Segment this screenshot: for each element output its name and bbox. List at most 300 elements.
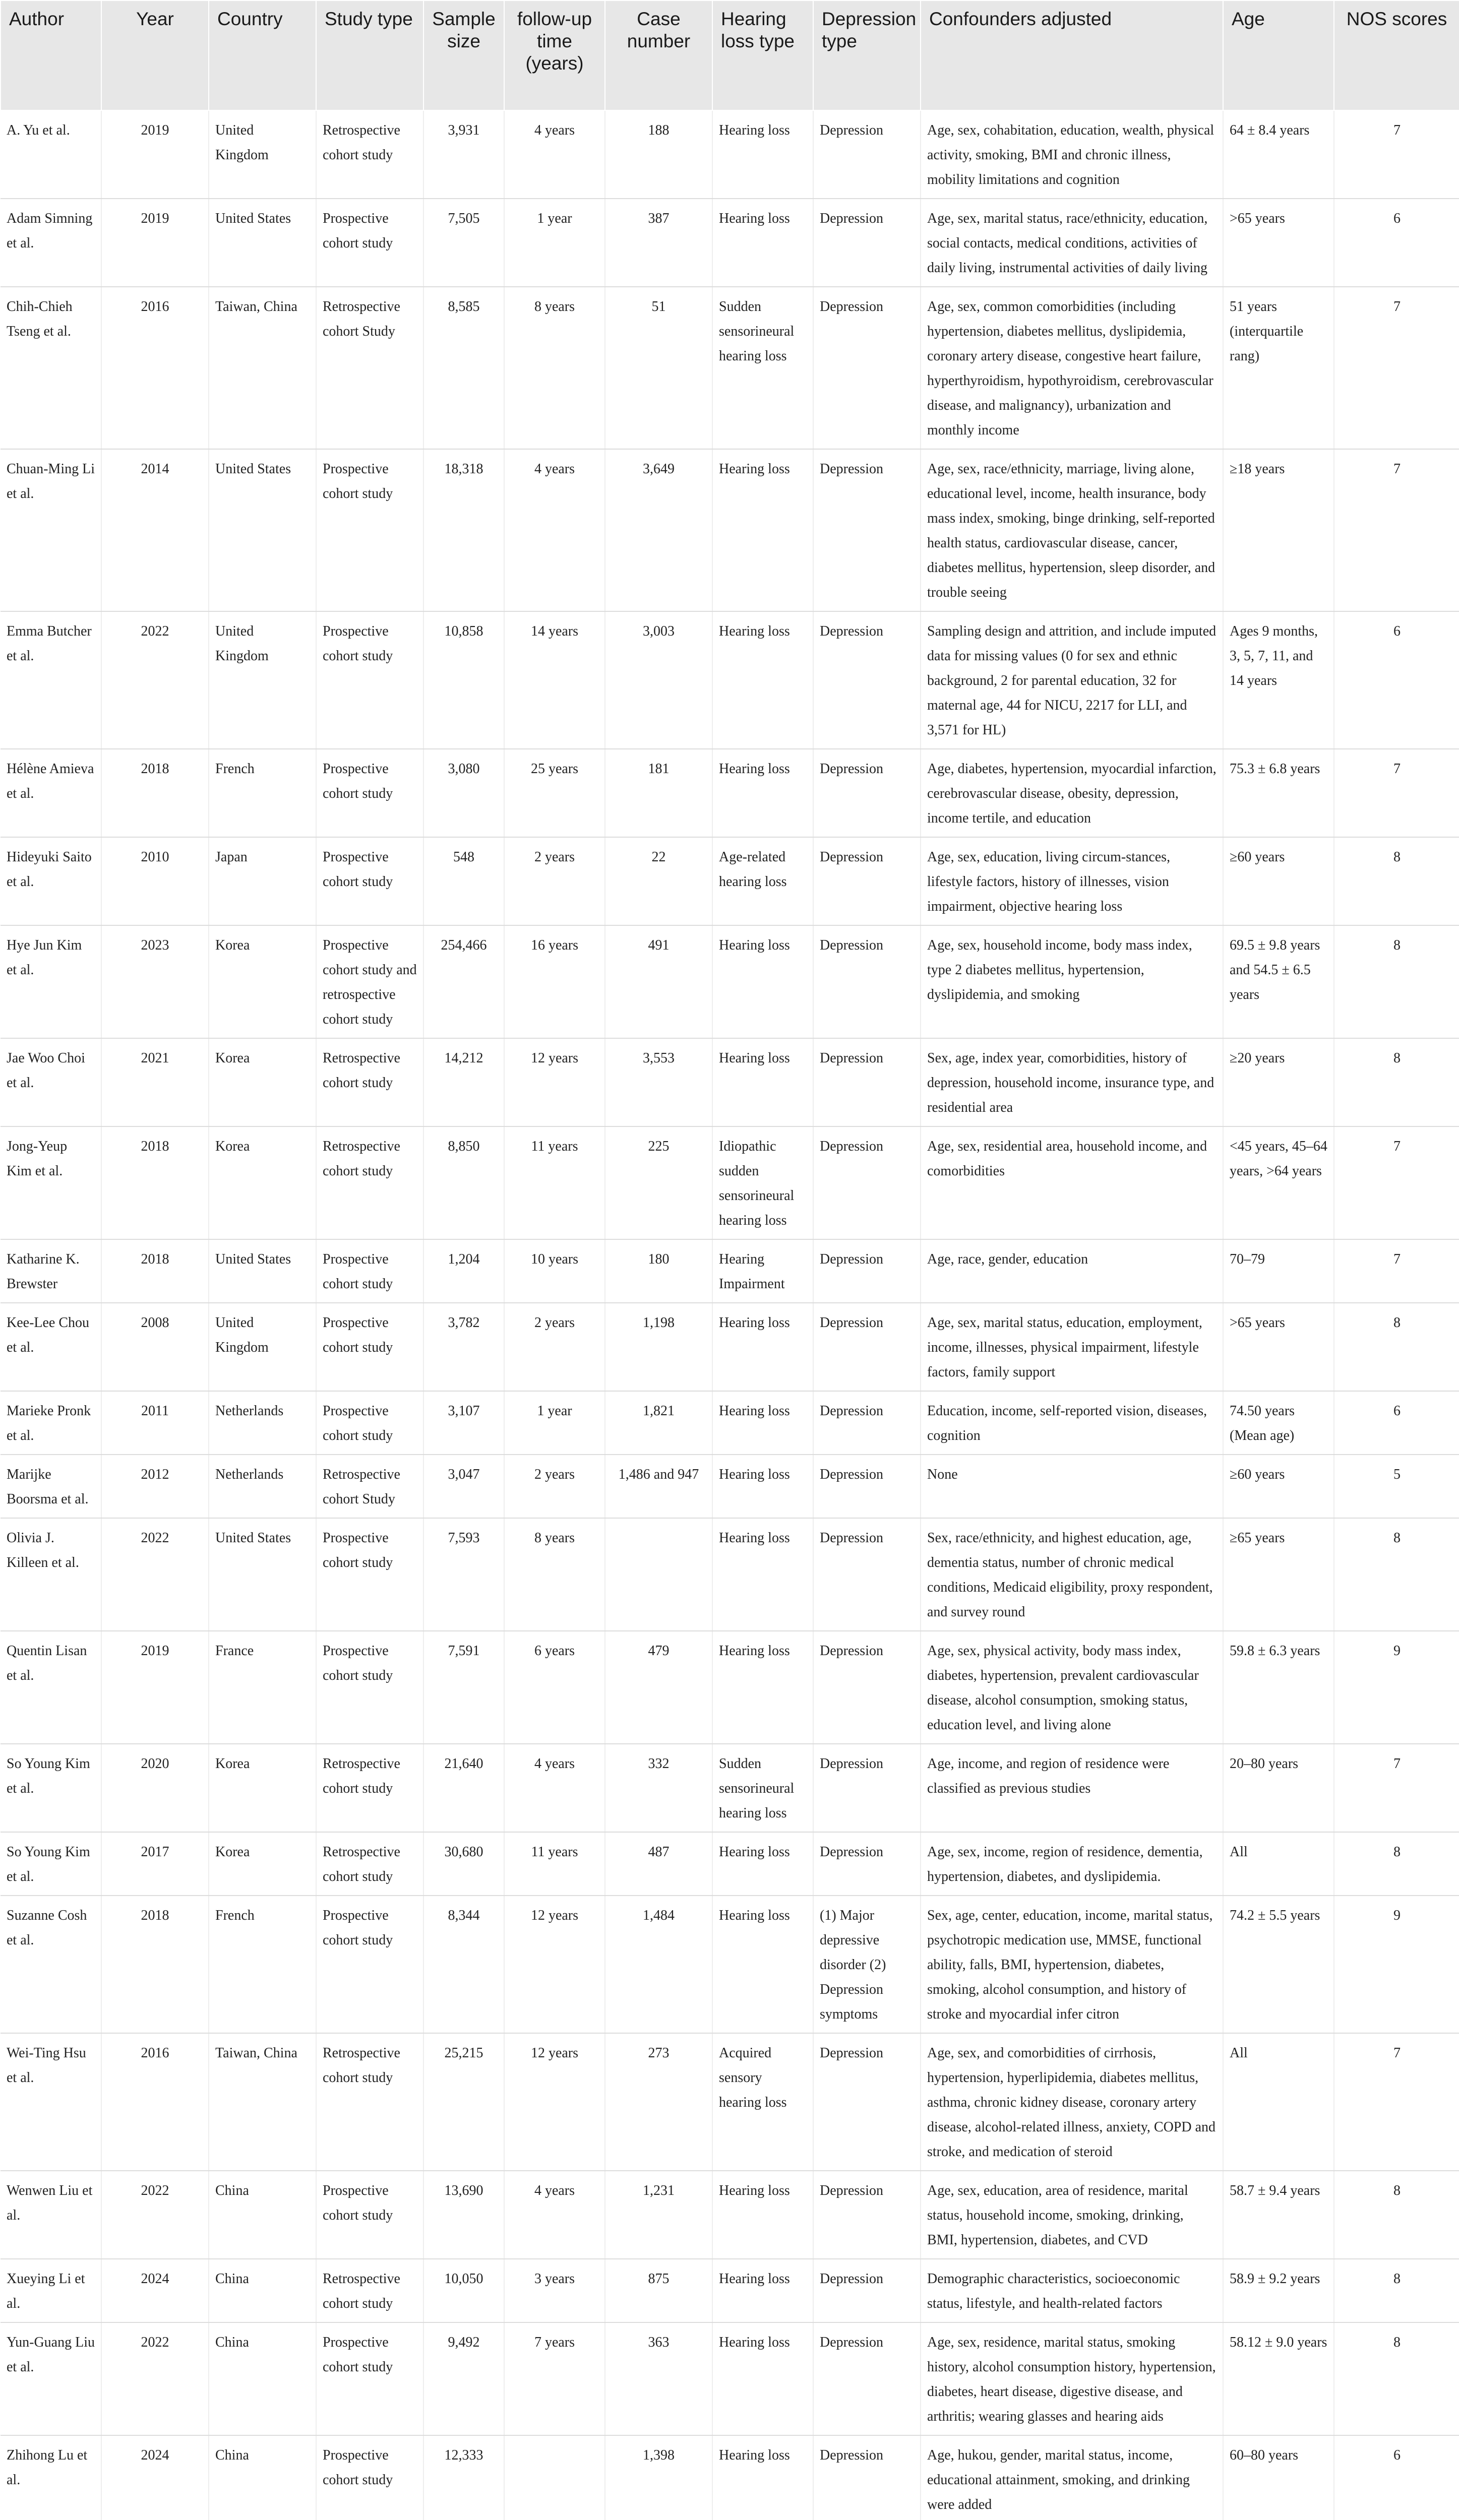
cell-depression-type: Depression <box>813 287 921 449</box>
cell-author: Hélène Amieva et al. <box>1 749 101 837</box>
cell-author: So Young Kim et al. <box>1 1744 101 1832</box>
cell-sample-size: 1,204 <box>423 1239 504 1303</box>
cell-hearing-loss-type: Hearing loss <box>712 1303 813 1391</box>
cell-case-number: 491 <box>605 925 712 1038</box>
cell-year: 2012 <box>101 1455 209 1518</box>
cell-hearing-loss-type: Age-related hearing loss <box>712 837 813 925</box>
cell-study-type: Retrospective cohort study <box>316 2033 423 2171</box>
cell-hearing-loss-type: Hearing loss <box>712 2259 813 2322</box>
table-row <box>1 1832 1459 1896</box>
cell-author: Hye Jun Kim et al. <box>1 925 101 1038</box>
cell-case-number: 181 <box>605 749 712 837</box>
cell-nos-score: 7 <box>1334 449 1459 611</box>
cell-country: United States <box>209 199 316 287</box>
cell-country: United States <box>209 449 316 611</box>
cell-depression-type: Depression <box>813 2171 921 2259</box>
cell-author: Chih-Chieh Tseng et al. <box>1 287 101 449</box>
cell-follow-up-time: 12 years <box>504 2033 605 2171</box>
cell-follow-up-time: 4 years <box>504 2171 605 2259</box>
cell-year: 2021 <box>101 1038 209 1126</box>
cell-nos-score: 8 <box>1334 2259 1459 2322</box>
cell-follow-up-time: 2 years <box>504 1455 605 1518</box>
cell-country: Netherlands <box>209 1455 316 1518</box>
cell-country: United Kingdom <box>209 1303 316 1391</box>
cell-confounders-adjusted: Age, race, gender, education <box>921 1239 1223 1303</box>
cell-country: Korea <box>209 1126 316 1239</box>
cell-year: 2011 <box>101 1391 209 1455</box>
cell-nos-score: 7 <box>1334 749 1459 837</box>
cell-sample-size: 9,492 <box>423 2322 504 2435</box>
cell-sample-size: 8,344 <box>423 1896 504 2033</box>
cell-age: ≥65 years <box>1223 1518 1334 1631</box>
cell-confounders-adjusted: Age, hukou, gender, marital status, income, educational attainment, smoking, and drinking were added <box>921 2435 1223 2520</box>
cell-confounders-adjusted: Age, sex, marital status, race/ethnicity, education, social contacts, medical conditions, activities of daily living, instrumental activities of daily living <box>921 199 1223 287</box>
cell-sample-size: 8,585 <box>423 287 504 449</box>
cell-case-number: 479 <box>605 1631 712 1744</box>
cell-hearing-loss-type: Hearing loss <box>712 1038 813 1126</box>
cell-follow-up-time: 6 years <box>504 1631 605 1744</box>
cell-nos-score: 7 <box>1334 2033 1459 2171</box>
cell-depression-type: (1) Major depressive disorder (2) Depression symptoms <box>813 1896 921 2033</box>
cell-case-number: 332 <box>605 1744 712 1832</box>
cell-hearing-loss-type: Hearing loss <box>712 1896 813 2033</box>
table-row <box>1 749 1459 837</box>
cell-study-type: Prospective cohort study <box>316 837 423 925</box>
cell-sample-size: 254,466 <box>423 925 504 1038</box>
cell-age: ≥60 years <box>1223 1455 1334 1518</box>
cell-depression-type: Depression <box>813 1038 921 1126</box>
cell-age: 64 ± 8.4 years <box>1223 110 1334 199</box>
cell-country: United Kingdom <box>209 611 316 749</box>
cell-hearing-loss-type: Hearing loss <box>712 1631 813 1744</box>
cell-hearing-loss-type: Hearing loss <box>712 199 813 287</box>
cell-study-type: Prospective cohort study <box>316 1896 423 2033</box>
cell-sample-size: 3,931 <box>423 110 504 199</box>
table-row <box>1 2171 1459 2259</box>
cell-confounders-adjusted: Age, diabetes, hypertension, myocardial infarction, cerebrovascular disease, obesity, depression, income tertile, and education <box>921 749 1223 837</box>
cell-case-number: 188 <box>605 110 712 199</box>
cell-depression-type: Depression <box>813 449 921 611</box>
cell-study-type: Retrospective cohort Study <box>316 287 423 449</box>
cell-study-type: Retrospective cohort study <box>316 1832 423 1896</box>
cell-study-type: Prospective cohort study <box>316 2435 423 2520</box>
cell-author: Katharine K. Brewster <box>1 1239 101 1303</box>
cell-hearing-loss-type: Sudden sensorineural hearing loss <box>712 287 813 449</box>
cell-depression-type: Depression <box>813 2033 921 2171</box>
cell-depression-type: Depression <box>813 2259 921 2322</box>
cell-age: <45 years, 45–64 years, >64 years <box>1223 1126 1334 1239</box>
cell-hearing-loss-type: Sudden sensorineural hearing loss <box>712 1744 813 1832</box>
table-row <box>1 611 1459 749</box>
column-header-year: Year <box>101 1 209 110</box>
cell-country: United Kingdom <box>209 110 316 199</box>
cell-author: Marieke Pronk et al. <box>1 1391 101 1455</box>
cell-year: 2020 <box>101 1744 209 1832</box>
cell-country: Taiwan, China <box>209 287 316 449</box>
table-row <box>1 2259 1459 2322</box>
cell-hearing-loss-type: Hearing Impairment <box>712 1239 813 1303</box>
cell-sample-size: 7,593 <box>423 1518 504 1631</box>
cell-country: French <box>209 1896 316 2033</box>
cell-study-type: Retrospective cohort study <box>316 1038 423 1126</box>
cell-author: Zhihong Lu et al. <box>1 2435 101 2520</box>
cell-confounders-adjusted: Age, sex, common comorbidities (including hypertension, diabetes mellitus, dyslipidemia, coronary artery disease, congestive heart failure, hyperthyroidism, hypothyroidism, cerebrovascular disease, and malignancy), urbanization and monthly income <box>921 287 1223 449</box>
cell-author: Kee-Lee Chou et al. <box>1 1303 101 1391</box>
cell-author: Xueying Li et al. <box>1 2259 101 2322</box>
cell-depression-type: Depression <box>813 1391 921 1455</box>
cell-follow-up-time: 14 years <box>504 611 605 749</box>
cell-sample-size: 30,680 <box>423 1832 504 1896</box>
cell-study-type: Prospective cohort study and retrospective cohort study <box>316 925 423 1038</box>
cell-study-type: Prospective cohort study <box>316 2322 423 2435</box>
cell-study-type: Retrospective cohort study <box>316 110 423 199</box>
cell-hearing-loss-type: Hearing loss <box>712 2435 813 2520</box>
column-header-hearing-loss-type: Hearing loss type <box>712 1 813 110</box>
cell-depression-type: Depression <box>813 1303 921 1391</box>
cell-nos-score: 7 <box>1334 110 1459 199</box>
cell-hearing-loss-type: Hearing loss <box>712 449 813 611</box>
table-row <box>1 110 1459 199</box>
cell-age: All <box>1223 1832 1334 1896</box>
cell-study-type: Prospective cohort study <box>316 1303 423 1391</box>
cell-follow-up-time: 1 year <box>504 1391 605 1455</box>
cell-sample-size: 21,640 <box>423 1744 504 1832</box>
cell-confounders-adjusted: Demographic characteristics, socioeconomic status, lifestyle, and health-related factors <box>921 2259 1223 2322</box>
cell-case-number: 3,553 <box>605 1038 712 1126</box>
cell-nos-score: 8 <box>1334 1832 1459 1896</box>
cell-follow-up-time <box>504 2435 605 2520</box>
cell-hearing-loss-type: Acquired sensory hearing loss <box>712 2033 813 2171</box>
cell-nos-score: 8 <box>1334 1038 1459 1126</box>
cell-author: Adam Simning et al. <box>1 199 101 287</box>
cell-country: Korea <box>209 1832 316 1896</box>
column-header-author: Author <box>1 1 101 110</box>
table-body <box>1 110 1459 2520</box>
cell-year: 2018 <box>101 1126 209 1239</box>
cell-case-number: 1,821 <box>605 1391 712 1455</box>
cell-depression-type: Depression <box>813 1832 921 1896</box>
cell-year: 2008 <box>101 1303 209 1391</box>
cell-age: >65 years <box>1223 199 1334 287</box>
cell-year: 2023 <box>101 925 209 1038</box>
cell-year: 2016 <box>101 287 209 449</box>
cell-study-type: Prospective cohort study <box>316 1518 423 1631</box>
cell-nos-score: 8 <box>1334 1518 1459 1631</box>
cell-study-type: Retrospective cohort study <box>316 2259 423 2322</box>
cell-sample-size: 3,047 <box>423 1455 504 1518</box>
cell-hearing-loss-type: Hearing loss <box>712 2322 813 2435</box>
cell-age: 20–80 years <box>1223 1744 1334 1832</box>
column-header-sample-size: Sample size <box>423 1 504 110</box>
cell-hearing-loss-type: Hearing loss <box>712 925 813 1038</box>
cell-nos-score: 8 <box>1334 837 1459 925</box>
cell-nos-score: 6 <box>1334 611 1459 749</box>
cell-confounders-adjusted: Sampling design and attrition, and include imputed data for missing values (0 for sex and ethnic background, 2 for parental education, 32 for maternal age, 44 for NICU, 2217 for LLI, and 3,571 for HL) <box>921 611 1223 749</box>
cell-depression-type: Depression <box>813 749 921 837</box>
cell-confounders-adjusted: Age, sex, residence, marital status, smoking history, alcohol consumption history, hypertension, diabetes, heart disease, digestive disease, and arthritis; wearing glasses and hearing aids <box>921 2322 1223 2435</box>
cell-age: ≥18 years <box>1223 449 1334 611</box>
cell-sample-size: 7,591 <box>423 1631 504 1744</box>
cell-case-number: 1,231 <box>605 2171 712 2259</box>
table-row <box>1 1896 1459 2033</box>
cell-author: Quentin Lisan et al. <box>1 1631 101 1744</box>
cell-depression-type: Depression <box>813 2435 921 2520</box>
table-row <box>1 1239 1459 1303</box>
cell-confounders-adjusted: Age, income, and region of residence were classified as previous studies <box>921 1744 1223 1832</box>
cell-confounders-adjusted: Age, sex, income, region of residence, dementia, hypertension, diabetes, and dyslipidemia. <box>921 1832 1223 1896</box>
cell-sample-size: 14,212 <box>423 1038 504 1126</box>
cell-depression-type: Depression <box>813 110 921 199</box>
cell-nos-score: 5 <box>1334 1455 1459 1518</box>
cell-nos-score: 7 <box>1334 1126 1459 1239</box>
cell-country: France <box>209 1631 316 1744</box>
cell-country: Netherlands <box>209 1391 316 1455</box>
cell-age: 58.12 ± 9.0 years <box>1223 2322 1334 2435</box>
cell-follow-up-time: 2 years <box>504 837 605 925</box>
cell-case-number <box>605 1518 712 1631</box>
cell-age: 75.3 ± 6.8 years <box>1223 749 1334 837</box>
cell-age: Ages 9 months, 3, 5, 7, 11, and 14 years <box>1223 611 1334 749</box>
cell-nos-score: 8 <box>1334 2171 1459 2259</box>
table-row <box>1 287 1459 449</box>
cell-age: >65 years <box>1223 1303 1334 1391</box>
cell-follow-up-time: 2 years <box>504 1303 605 1391</box>
table-row <box>1 2033 1459 2171</box>
cell-follow-up-time: 12 years <box>504 1038 605 1126</box>
cell-follow-up-time: 4 years <box>504 449 605 611</box>
cell-year: 2019 <box>101 1631 209 1744</box>
cell-year: 2022 <box>101 1518 209 1631</box>
cell-case-number: 387 <box>605 199 712 287</box>
cell-case-number: 22 <box>605 837 712 925</box>
cell-nos-score: 7 <box>1334 1744 1459 1832</box>
cell-author: Wenwen Liu et al. <box>1 2171 101 2259</box>
cell-case-number: 3,003 <box>605 611 712 749</box>
cell-follow-up-time: 10 years <box>504 1239 605 1303</box>
cell-country: United States <box>209 1518 316 1631</box>
cell-country: China <box>209 2322 316 2435</box>
cell-country: United States <box>209 1239 316 1303</box>
cell-age: 58.9 ± 9.2 years <box>1223 2259 1334 2322</box>
table-row <box>1 925 1459 1038</box>
table-row <box>1 199 1459 287</box>
cell-author: Suzanne Cosh et al. <box>1 1896 101 2033</box>
column-header-study-type: Study type <box>316 1 423 110</box>
cell-year: 2010 <box>101 837 209 925</box>
cell-nos-score: 9 <box>1334 1631 1459 1744</box>
cell-sample-size: 548 <box>423 837 504 925</box>
cell-case-number: 1,484 <box>605 1896 712 2033</box>
table-row <box>1 2322 1459 2435</box>
cell-year: 2019 <box>101 199 209 287</box>
cell-nos-score: 6 <box>1334 199 1459 287</box>
cell-year: 2022 <box>101 2322 209 2435</box>
cell-country: Taiwan, China <box>209 2033 316 2171</box>
cell-year: 2016 <box>101 2033 209 2171</box>
cell-confounders-adjusted: Age, sex, education, living circum-stances, lifestyle factors, history of illnesses, vision impairment, objective hearing loss <box>921 837 1223 925</box>
cell-year: 2022 <box>101 611 209 749</box>
cell-hearing-loss-type: Hearing loss <box>712 1832 813 1896</box>
cell-country: China <box>209 2259 316 2322</box>
cell-sample-size: 3,080 <box>423 749 504 837</box>
cell-country: China <box>209 2435 316 2520</box>
cell-sample-size: 13,690 <box>423 2171 504 2259</box>
cell-sample-size: 10,858 <box>423 611 504 749</box>
cell-follow-up-time: 11 years <box>504 1126 605 1239</box>
cell-case-number: 487 <box>605 1832 712 1896</box>
cell-year: 2018 <box>101 749 209 837</box>
cell-sample-size: 25,215 <box>423 2033 504 2171</box>
cell-depression-type: Depression <box>813 611 921 749</box>
cell-follow-up-time: 11 years <box>504 1832 605 1896</box>
cell-study-type: Prospective cohort study <box>316 1631 423 1744</box>
cell-sample-size: 12,333 <box>423 2435 504 2520</box>
column-header-confounders-adjusted: Confounders adjusted <box>921 1 1223 110</box>
column-header-follow-up-time: follow-up time (years) <box>504 1 605 110</box>
cell-depression-type: Depression <box>813 925 921 1038</box>
cell-confounders-adjusted: Age, sex, residential area, household income, and comorbidities <box>921 1126 1223 1239</box>
cell-case-number: 363 <box>605 2322 712 2435</box>
cell-case-number: 1,198 <box>605 1303 712 1391</box>
cell-hearing-loss-type: Hearing loss <box>712 749 813 837</box>
cell-confounders-adjusted: None <box>921 1455 1223 1518</box>
cell-confounders-adjusted: Age, sex, and comorbidities of cirrhosis, hypertension, hyperlipidemia, diabetes mellitus, asthma, chronic kidney disease, coronary artery disease, alcohol-related illness, anxiety, COPD and stroke, and medication of steroid <box>921 2033 1223 2171</box>
cell-author: Jae Woo Choi et al. <box>1 1038 101 1126</box>
cell-study-type: Retrospective cohort study <box>316 1126 423 1239</box>
cell-country: Japan <box>209 837 316 925</box>
cell-nos-score: 8 <box>1334 2322 1459 2435</box>
cell-case-number: 273 <box>605 2033 712 2171</box>
cell-hearing-loss-type: Hearing loss <box>712 2171 813 2259</box>
cell-study-type: Prospective cohort study <box>316 2171 423 2259</box>
table-row <box>1 1518 1459 1631</box>
cell-hearing-loss-type: Hearing loss <box>712 110 813 199</box>
cell-depression-type: Depression <box>813 199 921 287</box>
cell-nos-score: 6 <box>1334 2435 1459 2520</box>
cell-follow-up-time: 12 years <box>504 1896 605 2033</box>
cell-confounders-adjusted: Sex, age, center, education, income, marital status, psychotropic medication use, MMSE, functional ability, falls, BMI, hypertension, diabetes, smoking, alcohol consumption, and history of stroke and myocardial infer citron <box>921 1896 1223 2033</box>
cell-age: 60–80 years <box>1223 2435 1334 2520</box>
table-row <box>1 2435 1459 2520</box>
column-header-depression-type: Depression type <box>813 1 921 110</box>
cell-follow-up-time: 16 years <box>504 925 605 1038</box>
cell-follow-up-time: 4 years <box>504 110 605 199</box>
cell-nos-score: 8 <box>1334 925 1459 1038</box>
cell-sample-size: 3,782 <box>423 1303 504 1391</box>
cell-age: ≥60 years <box>1223 837 1334 925</box>
cell-study-type: Prospective cohort study <box>316 611 423 749</box>
column-header-age: Age <box>1223 1 1334 110</box>
cell-confounders-adjusted: Age, sex, household income, body mass index, type 2 diabetes mellitus, hypertension, dyslipidemia, and smoking <box>921 925 1223 1038</box>
column-header-country: Country <box>209 1 316 110</box>
cell-case-number: 875 <box>605 2259 712 2322</box>
cell-age: All <box>1223 2033 1334 2171</box>
cell-depression-type: Depression <box>813 1239 921 1303</box>
cell-study-type: Retrospective cohort study <box>316 1744 423 1832</box>
cell-study-type: Prospective cohort study <box>316 1391 423 1455</box>
cell-depression-type: Depression <box>813 1126 921 1239</box>
cell-age: 74.2 ± 5.5 years <box>1223 1896 1334 2033</box>
cell-case-number: 1,398 <box>605 2435 712 2520</box>
cell-author: Marijke Boorsma et al. <box>1 1455 101 1518</box>
cell-nos-score: 7 <box>1334 287 1459 449</box>
cell-year: 2024 <box>101 2435 209 2520</box>
table-header-row <box>1 1 1459 110</box>
cell-author: Chuan-Ming Li et al. <box>1 449 101 611</box>
cell-nos-score: 9 <box>1334 1896 1459 2033</box>
cell-study-type: Prospective cohort study <box>316 199 423 287</box>
cell-study-type: Prospective cohort study <box>316 1239 423 1303</box>
cell-age: 51 years (interquartile rang) <box>1223 287 1334 449</box>
table-row <box>1 837 1459 925</box>
cell-follow-up-time: 1 year <box>504 199 605 287</box>
cell-author: So Young Kim et al. <box>1 1832 101 1896</box>
cell-follow-up-time: 8 years <box>504 287 605 449</box>
cell-age: 70–79 <box>1223 1239 1334 1303</box>
cell-sample-size: 7,505 <box>423 199 504 287</box>
cell-nos-score: 6 <box>1334 1391 1459 1455</box>
table-row <box>1 1126 1459 1239</box>
cell-sample-size: 3,107 <box>423 1391 504 1455</box>
cell-year: 2017 <box>101 1832 209 1896</box>
cell-study-type: Prospective cohort study <box>316 749 423 837</box>
cell-follow-up-time: 3 years <box>504 2259 605 2322</box>
cell-year: 2022 <box>101 2171 209 2259</box>
cell-country: French <box>209 749 316 837</box>
cell-confounders-adjusted: Age, sex, education, area of residence, marital status, household income, smoking, drinking, BMI, hypertension, diabetes, and CVD <box>921 2171 1223 2259</box>
table-row <box>1 1391 1459 1455</box>
cell-confounders-adjusted: Sex, age, index year, comorbidities, history of depression, household income, insurance type, and residential area <box>921 1038 1223 1126</box>
cell-follow-up-time: 7 years <box>504 2322 605 2435</box>
cell-nos-score: 7 <box>1334 1239 1459 1303</box>
cell-follow-up-time: 25 years <box>504 749 605 837</box>
cell-country: Korea <box>209 1038 316 1126</box>
cell-study-type: Retrospective cohort Study <box>316 1455 423 1518</box>
cell-year: 2019 <box>101 110 209 199</box>
cell-nos-score: 8 <box>1334 1303 1459 1391</box>
cell-year: 2014 <box>101 449 209 611</box>
table-row <box>1 449 1459 611</box>
cell-confounders-adjusted: Sex, race/ethnicity, and highest education, age, dementia status, number of chronic medical conditions, Medicaid eligibility, proxy respondent, and survey round <box>921 1518 1223 1631</box>
cell-author: Yun-Guang Liu et al. <box>1 2322 101 2435</box>
cell-confounders-adjusted: Age, sex, race/ethnicity, marriage, living alone, educational level, income, health insurance, body mass index, smoking, binge drinking, self-reported health status, cardiovascular disease, cancer, diabetes mellitus, hypertension, sleep disorder, and trouble seeing <box>921 449 1223 611</box>
cell-confounders-adjusted: Education, income, self-reported vision, diseases, cognition <box>921 1391 1223 1455</box>
column-header-nos-score: NOS scores <box>1334 1 1459 110</box>
cell-author: Hideyuki Saito et al. <box>1 837 101 925</box>
cell-year: 2018 <box>101 1239 209 1303</box>
table-row <box>1 1455 1459 1518</box>
cell-country: Korea <box>209 1744 316 1832</box>
table-row <box>1 1631 1459 1744</box>
cell-year: 2024 <box>101 2259 209 2322</box>
cell-follow-up-time: 4 years <box>504 1744 605 1832</box>
cell-sample-size: 8,850 <box>423 1126 504 1239</box>
cell-depression-type: Depression <box>813 2322 921 2435</box>
cell-hearing-loss-type: Hearing loss <box>712 1391 813 1455</box>
cell-depression-type: Depression <box>813 837 921 925</box>
cell-case-number: 3,649 <box>605 449 712 611</box>
cell-case-number: 180 <box>605 1239 712 1303</box>
cell-country: China <box>209 2171 316 2259</box>
cell-sample-size: 10,050 <box>423 2259 504 2322</box>
table-row <box>1 1038 1459 1126</box>
cell-hearing-loss-type: Idiopathic sudden sensorineural hearing loss <box>712 1126 813 1239</box>
cell-depression-type: Depression <box>813 1455 921 1518</box>
cell-age: 58.7 ± 9.4 years <box>1223 2171 1334 2259</box>
cell-hearing-loss-type: Hearing loss <box>712 1518 813 1631</box>
cell-depression-type: Depression <box>813 1744 921 1832</box>
cell-confounders-adjusted: Age, sex, marital status, education, employment, income, illnesses, physical impairment, lifestyle factors, family support <box>921 1303 1223 1391</box>
